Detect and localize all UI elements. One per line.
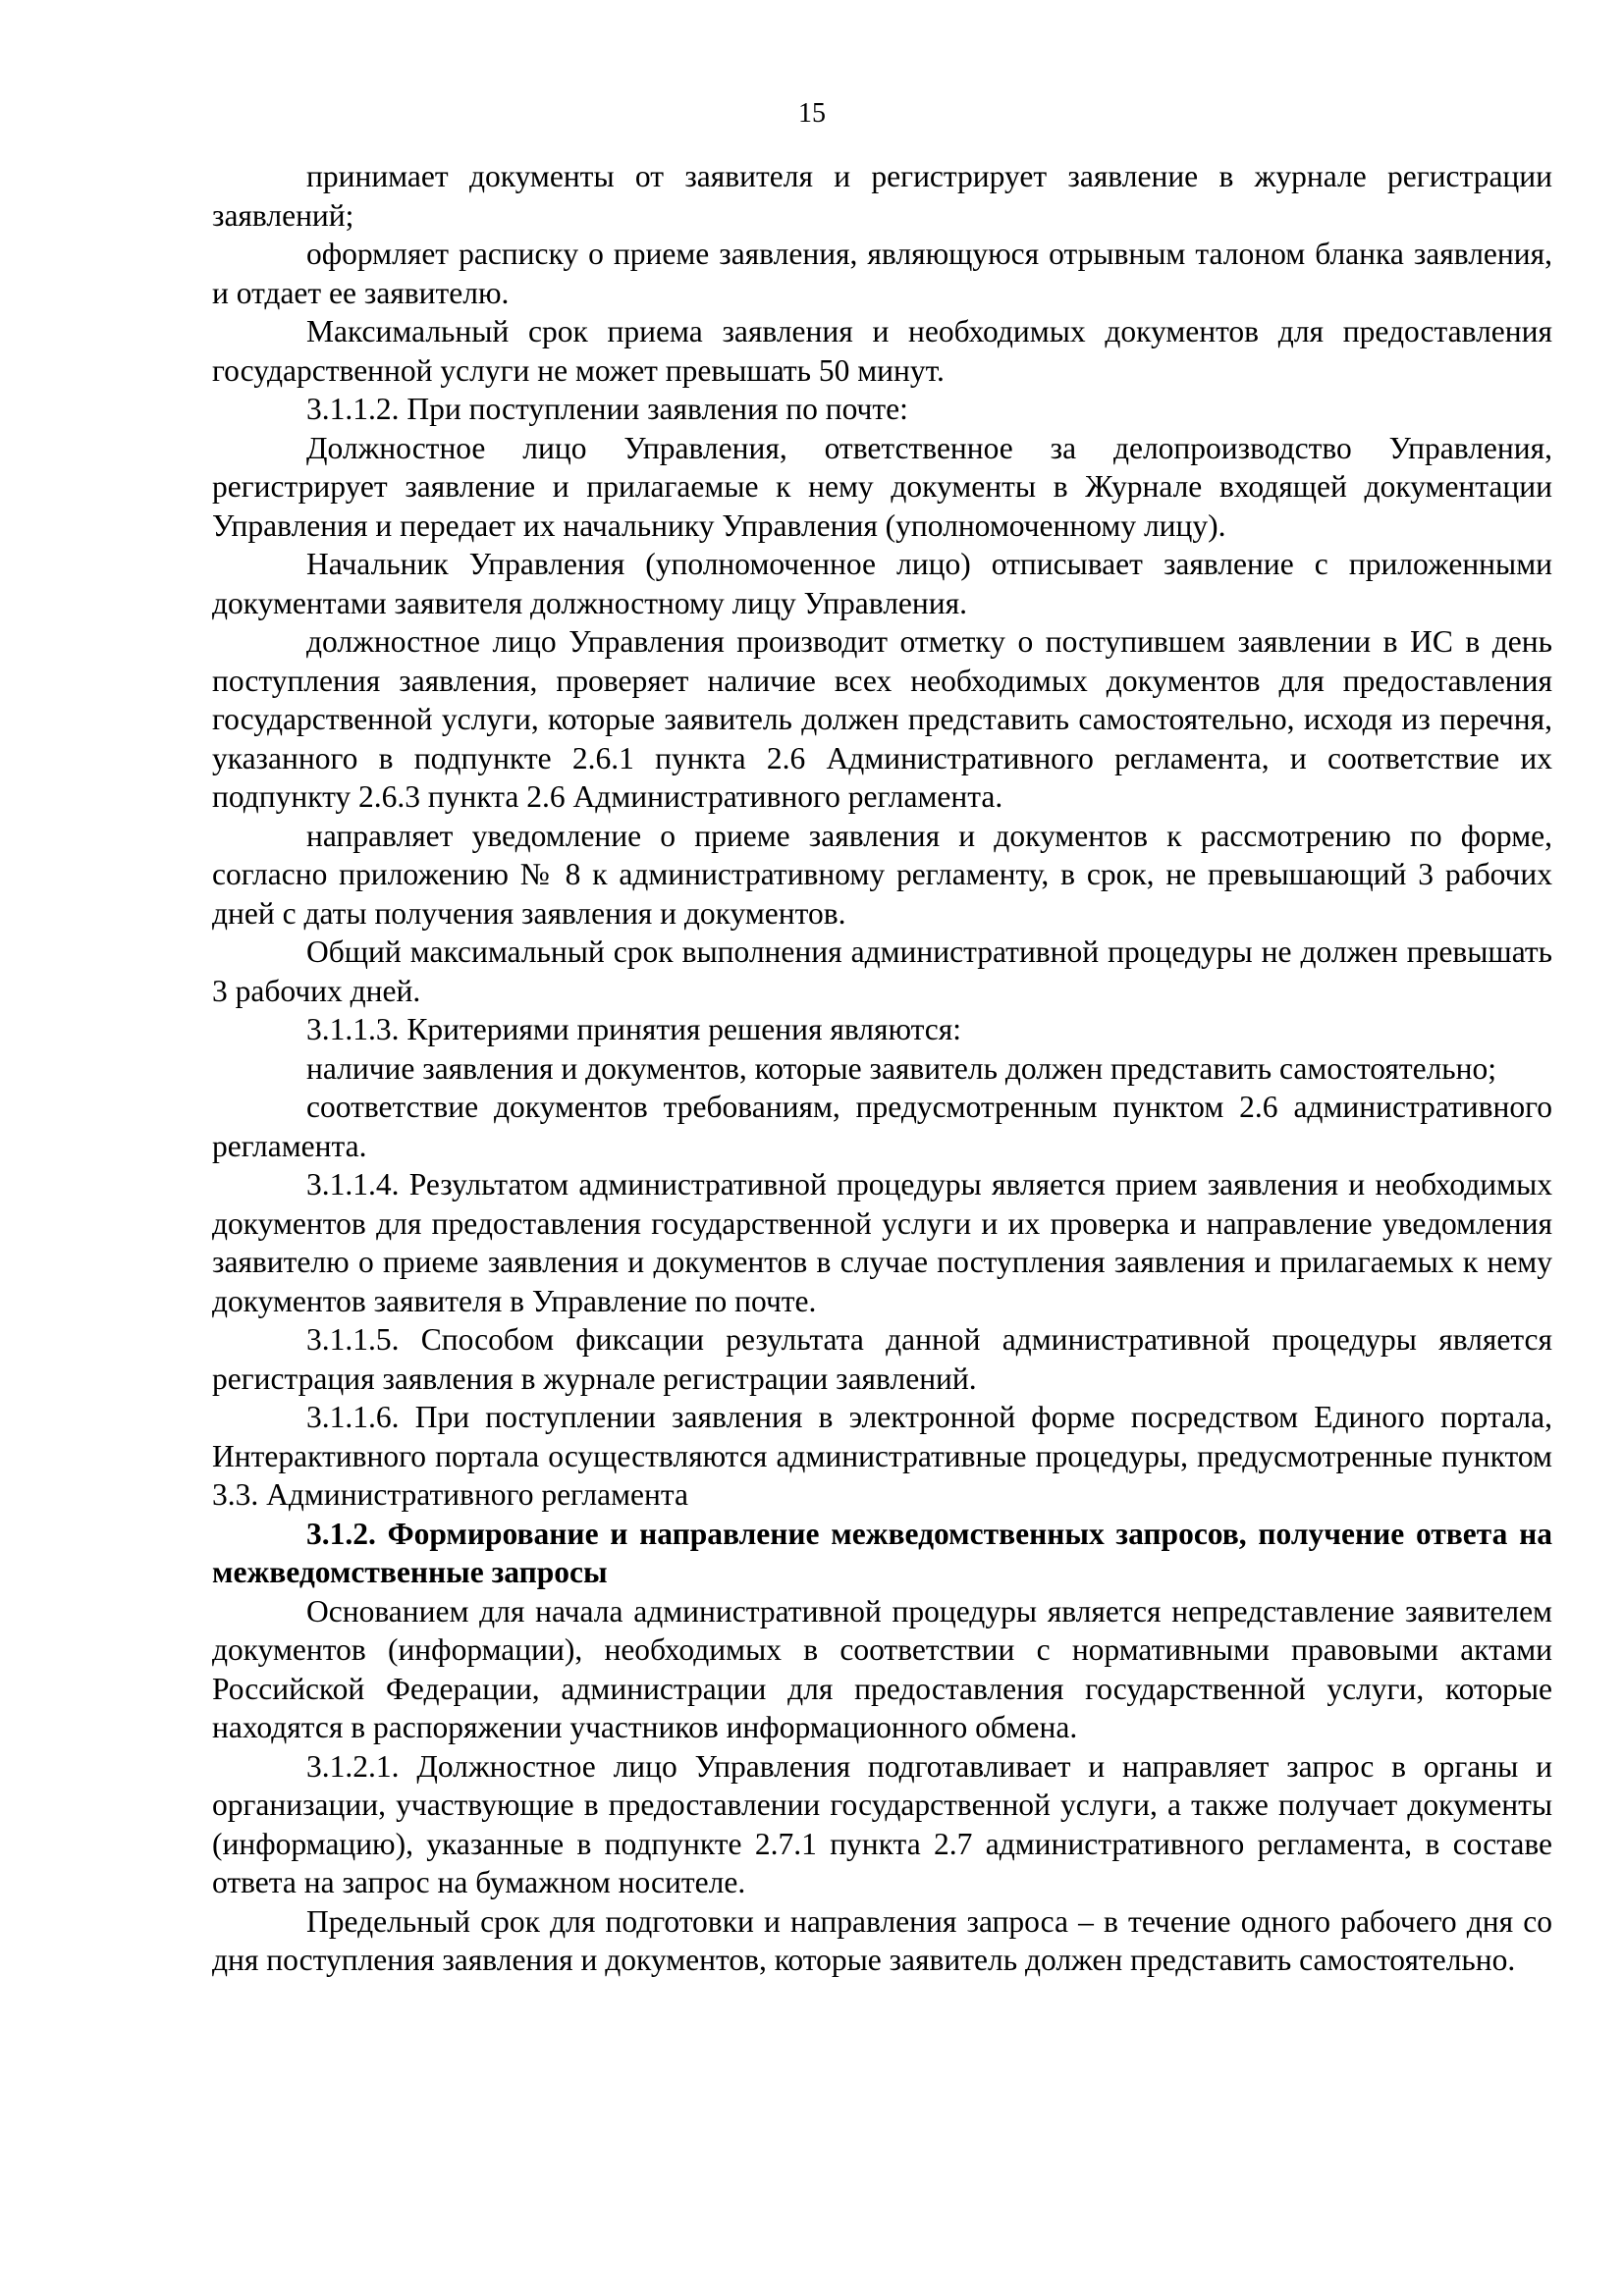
paragraph: Должностное лицо Управления, ответственное за делопроизводство Управления, регистрирует заявление и прилагаемые к нему документы в Журнале входящей документации Управления и передает их начальнику Управления (уполномоченному лицу). xyxy=(212,430,1552,543)
paragraph: Предельный срок для подготовки и направления запроса – в течение одного рабочего дня со дня поступления заявления и документов, которые заявитель должен представить самостоятельно. xyxy=(212,1903,1552,1977)
section-heading: 3.1.2. Формирование и направление межведомственных запросов, получение ответа на межведомственные запросы xyxy=(212,1516,1552,1589)
paragraph: 3.1.1.2. При поступлении заявления по почте: xyxy=(306,392,908,426)
paragraph: Основанием для начала административной процедуры является непредставление заявителем документов (информации), необходимых в соответствии с нормативными правовыми актами Российской Федерации, администрации для предоставления государственной услуги, которые находятся в распоряжении участников информационного обмена. xyxy=(212,1593,1552,1744)
paragraph: принимает документы от заявителя и регистрирует заявление в журнале регистрации заявлений; xyxy=(212,159,1552,233)
paragraph: 3.1.1.6. При поступлении заявления в электронной форме посредством Единого портала, Интерактивного портала осуществляются административные процедуры, предусмотренные пунктом 3.3. Административного регламента xyxy=(212,1400,1552,1512)
paragraph: 3.1.2.1. Должностное лицо Управления подготавливает и направляет запрос в органы и организации, участвующие в предоставлении государственной услуги, а также получает документы (информацию), указанные в подпункте 2.7.1 пункта 2.7 административного регламента, в составе ответа на запрос на бумажном носителе. xyxy=(212,1748,1552,1899)
paragraph: Максимальный срок приема заявления и необходимых документов для предоставления государственной услуги не может превышать 50 минут. xyxy=(212,314,1552,388)
paragraph: 3.1.1.5. Способом фиксации результата данной административной процедуры является регистрация заявления в журнале регистрации заявлений. xyxy=(212,1322,1552,1396)
paragraph: Начальник Управления (уполномоченное лицо) отписывает заявление с приложенными документами заявителя должностному лицу Управления. xyxy=(212,547,1552,620)
paragraph: 3.1.1.3. Критериями принятия решения являются: xyxy=(306,1012,961,1046)
document-body xyxy=(212,157,1552,1980)
paragraph: оформляет расписку о приеме заявления, являющуюся отрывным талоном бланка заявления, и отдает ее заявителю. xyxy=(212,237,1552,310)
paragraph: должностное лицо Управления производит отметку о поступившем заявлении в ИС в день поступления заявления, проверяет наличие всех необходимых документов для предоставления государственной услуги, которые заявитель должен представить самостоятельно, исходя из перечня, указанного в подпункте 2.6.1 пункта 2.6 Административного регламента, и соответствие их подпункту 2.6.3 пункта 2.6 Административного регламента. xyxy=(212,624,1552,814)
paragraph: Общий максимальный срок выполнения административной процедуры не должен превышать 3 рабочих дней. xyxy=(212,934,1552,1008)
paragraph: наличие заявления и документов, которые заявитель должен представить самостоятельно; xyxy=(306,1050,1497,1086)
page-number: 15 xyxy=(798,98,826,129)
paragraph: направляет уведомление о приеме заявления и документов к рассмотрению по форме, согласно приложению № 8 к административному регламенту, в срок, не превышающий 3 рабочих дней с даты получения заявления и документов. xyxy=(212,818,1552,931)
paragraph: 3.1.1.4. Результатом административной процедуры является прием заявления и необходимых документов для предоставления государственной услуги и их проверка и направление уведомления заявителю о приеме заявления и документов в случае поступления заявления и прилагаемых к нему документов заявителя в Управление по почте. xyxy=(212,1167,1552,1318)
paragraph: соответствие документов требованиям, предусмотренным пунктом 2.6 административного регламента. xyxy=(212,1090,1552,1163)
